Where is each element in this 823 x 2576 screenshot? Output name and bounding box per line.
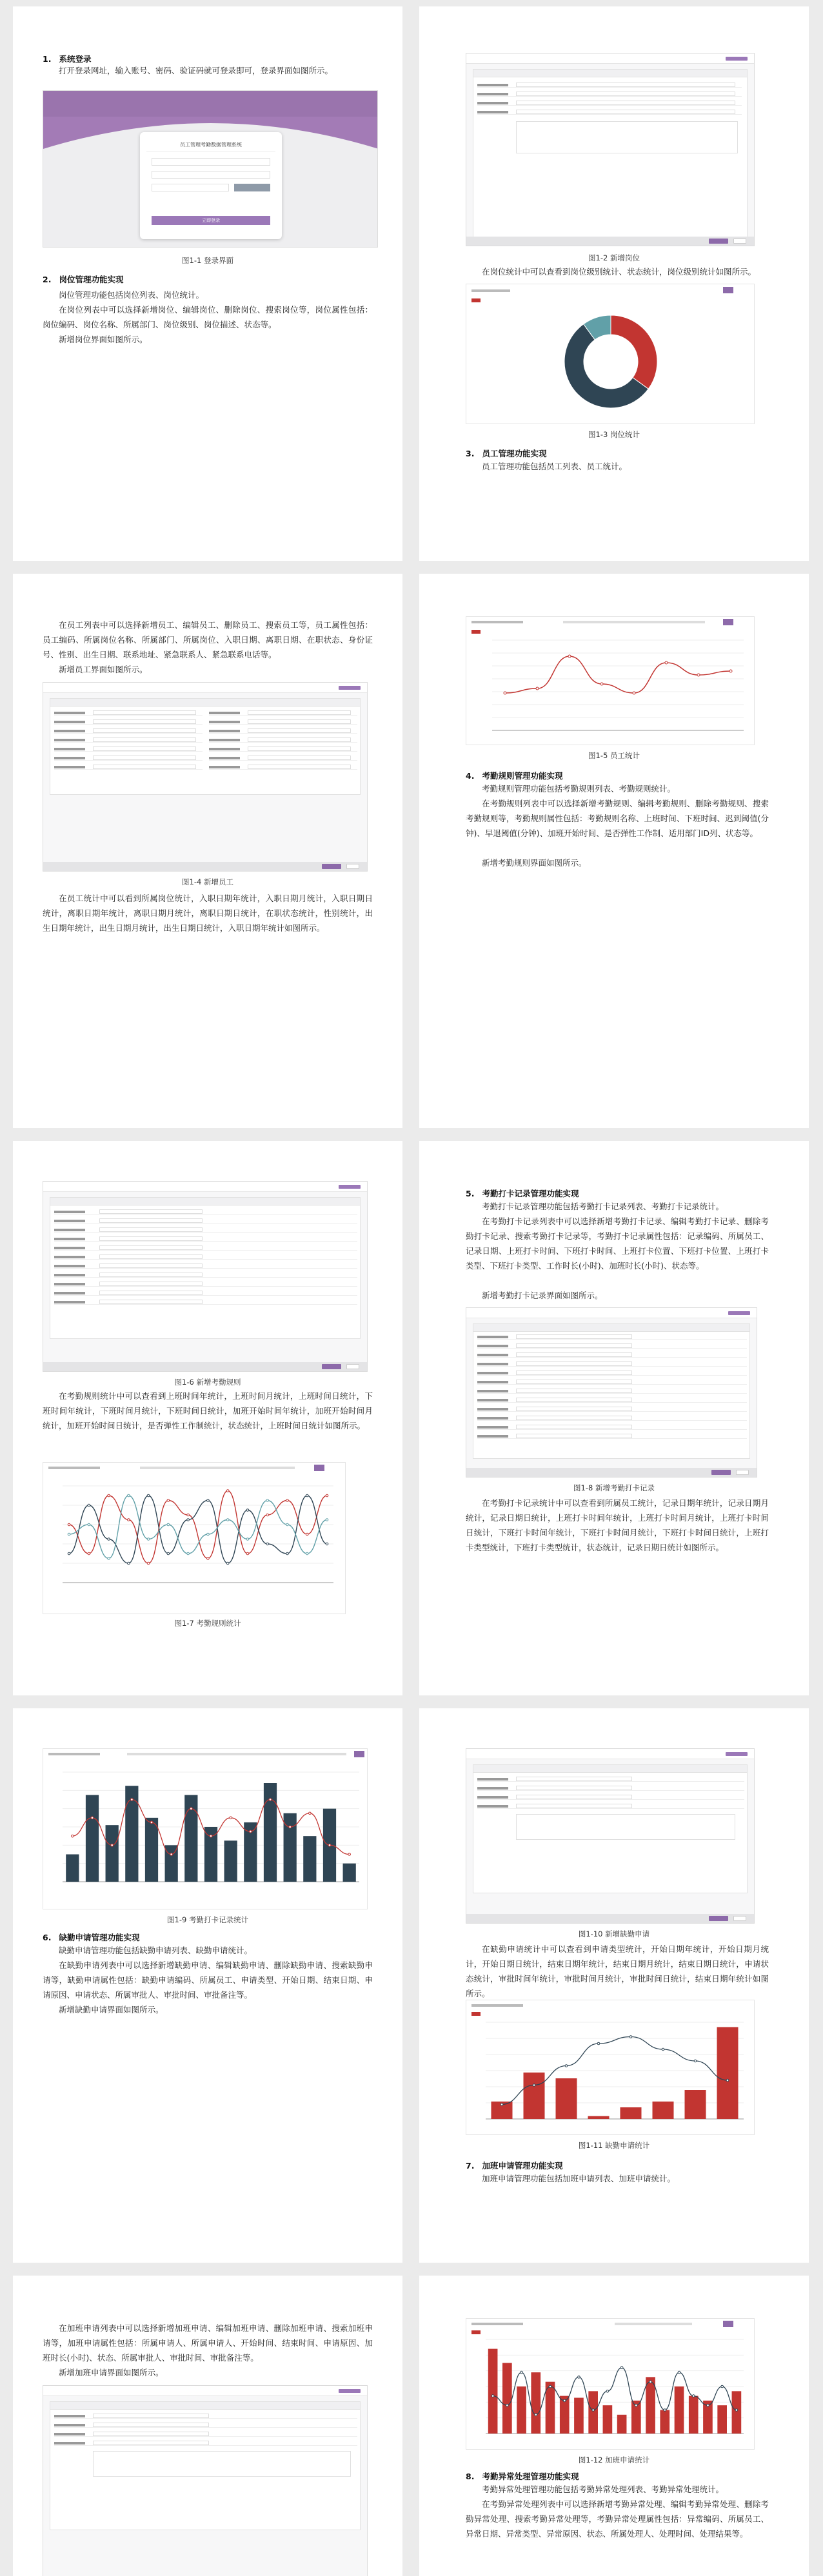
bar xyxy=(343,1864,356,1882)
captcha-input[interactable] xyxy=(152,184,229,191)
login-screenshot xyxy=(43,90,378,248)
data-point xyxy=(88,1504,90,1507)
data-point xyxy=(246,1538,249,1541)
bar xyxy=(603,2405,613,2434)
data-point xyxy=(549,2385,551,2388)
data-point xyxy=(210,1835,212,1837)
figure-caption: 图1-6 新增考勤规则 xyxy=(174,1378,241,1387)
reason-editor[interactable] xyxy=(516,1814,735,1840)
data-point xyxy=(266,1499,269,1502)
data-point xyxy=(207,1533,210,1536)
paragraph: 在加班申请列表中可以选择新增加班申请、编辑加班申请、删除加班申请、搜索加班申请等，加班申请属性包括：所属申请人、所属申请人、开始时间、结束时间、申请原因、加班时长(小时)、状态、所属审批人、审批时间、审批备注等。 xyxy=(43,2323,373,2363)
paragraph: 在缺勤申请统计中可以查看到申请类型统计，开始日期年统计，开始日期月统计，开始日期日统计，结束日期年统计，结束日期月统计，结束日期日统计，申请状态统计，审批时间年统计，审批时间月统计，审批时间日统计，结束日期年统计如图所示。 xyxy=(466,1944,769,1998)
data-point xyxy=(306,1552,308,1555)
add-attendance-rule-screenshot xyxy=(43,1181,368,1372)
data-point xyxy=(266,1543,269,1545)
data-point xyxy=(665,661,668,664)
data-point xyxy=(226,1562,229,1565)
data-point xyxy=(633,692,635,694)
bar xyxy=(620,2107,642,2119)
data-point xyxy=(635,2404,638,2406)
bar xyxy=(66,1855,79,1882)
attendance-rule-stats-chart xyxy=(43,1462,346,1614)
data-point xyxy=(535,2414,537,2416)
bar xyxy=(588,2116,610,2120)
section-heading-1: 1. 系统登录 xyxy=(43,54,92,64)
paragraph: 考勤规则管理功能包括考勤规则列表、考勤规则统计。 xyxy=(482,784,676,794)
paragraph: 新增加班申请界面如图所示。 xyxy=(59,2368,164,2377)
figure-caption: 图1-3 岗位统计 xyxy=(588,430,640,439)
data-point xyxy=(246,1552,249,1555)
data-point xyxy=(207,1499,210,1502)
figure-caption: 图1-4 新增员工 xyxy=(182,877,233,886)
data-point xyxy=(190,1808,193,1810)
bar xyxy=(264,1783,277,1882)
bar xyxy=(284,1813,297,1882)
figure-caption: 图1-5 员工统计 xyxy=(588,751,640,760)
data-point xyxy=(721,2385,724,2388)
data-point xyxy=(289,1826,292,1828)
section-heading-6: 6. 缺勤申请管理功能实现 xyxy=(43,1933,140,1942)
password-input[interactable] xyxy=(152,171,270,179)
paragraph: 员工管理功能包括员工列表、员工统计。 xyxy=(482,462,628,471)
bar xyxy=(689,2396,699,2434)
data-point xyxy=(533,2084,535,2087)
data-point xyxy=(326,1543,328,1545)
data-point xyxy=(108,1557,110,1560)
data-point xyxy=(68,1523,70,1526)
section-heading-7: 7. 加班申请管理功能实现 xyxy=(466,2161,563,2171)
document-page-9 xyxy=(13,2276,402,2576)
data-point xyxy=(504,692,506,694)
data-point xyxy=(286,1552,289,1555)
bar xyxy=(106,1825,119,1882)
paragraph: 在岗位列表中可以选择新增岗位、编辑岗位、删除岗位、搜索岗位等，岗位属性包括：岗位编码、岗位名称、所属部门、岗位级别、岗位描述、状态等。 xyxy=(43,305,373,329)
paragraph: 在员工统计中可以看到所属岗位统计，入职日期年统计，入职日期月统计，入职日期日统计，离职日期年统计，离职日期月统计，离职日期日统计，在职状态统计，性别统计，出生日期年统计，出生日期月统计，出生日期日统计，入职日期年统计如图所示。 xyxy=(43,893,373,933)
data-point xyxy=(328,1844,331,1847)
figure-caption: 图1-10 新增缺勤申请 xyxy=(578,1929,650,1938)
paragraph: 在考勤规则统计中可以查看到上班时间年统计，上班时间月统计，上班时间日统计，下班时间年统计，下班时间月统计，下班时间日统计，加班开始时间年统计，加班开始时间月统计，加班开始时间日统计，是否弹性工作制统计，状态统计，上班时间日统计如图所示。 xyxy=(43,1391,373,1430)
series-line xyxy=(69,1491,327,1564)
data-point xyxy=(735,2409,738,2412)
line-chart xyxy=(466,634,755,743)
data-point xyxy=(170,1853,173,1856)
figure-caption: 图1-1 登录界面 xyxy=(182,256,233,265)
data-point xyxy=(226,1490,229,1492)
employee-stats-chart xyxy=(466,616,755,745)
data-point xyxy=(565,2065,568,2067)
bar xyxy=(145,1818,158,1882)
data-point xyxy=(326,1494,328,1497)
data-point xyxy=(147,1538,150,1541)
data-point xyxy=(726,2079,729,2082)
series-line xyxy=(493,2368,737,2415)
document-page-1 xyxy=(13,6,402,561)
document-page-8 xyxy=(419,1708,809,2263)
data-point xyxy=(150,1821,153,1824)
data-point xyxy=(694,2060,697,2062)
data-point xyxy=(187,1552,190,1555)
data-point xyxy=(246,1509,249,1512)
data-point xyxy=(111,1844,114,1847)
paragraph: 新增员工界面如图所示。 xyxy=(59,665,148,674)
bar xyxy=(660,2410,669,2434)
document-page-7 xyxy=(13,1708,402,2263)
data-point xyxy=(326,1519,328,1521)
data-point xyxy=(108,1494,110,1497)
data-point xyxy=(72,1835,74,1837)
data-point xyxy=(309,1812,312,1815)
data-point xyxy=(664,2409,666,2412)
data-point xyxy=(729,670,732,672)
paragraph: 打开登录网址，输入账号、密码、验证码就可登录即可，登录界面如图所示。 xyxy=(59,66,333,75)
data-point xyxy=(147,1562,150,1565)
data-point xyxy=(128,1494,130,1497)
section-heading-2: 2. 岗位管理功能实现 xyxy=(43,275,124,284)
figure-caption: 图1-2 新增岗位 xyxy=(588,253,640,262)
data-point xyxy=(501,2103,503,2106)
data-point xyxy=(167,1552,170,1555)
data-point xyxy=(250,1830,252,1833)
data-point xyxy=(207,1557,210,1560)
bar-line-chart xyxy=(466,2016,755,2134)
search-button[interactable] xyxy=(723,619,733,625)
bar xyxy=(524,2073,545,2119)
paragraph: 新增岗位界面如图所示。 xyxy=(59,335,148,344)
overtime-stats-chart xyxy=(466,2318,755,2450)
data-point xyxy=(506,2404,509,2406)
data-point xyxy=(592,2409,595,2412)
bar xyxy=(303,1836,316,1882)
paragraph: 考勤异常处理管理功能包括考勤异常处理列表、考勤异常处理统计。 xyxy=(482,2484,724,2494)
bar xyxy=(86,1795,99,1882)
data-point xyxy=(620,2366,623,2369)
data-point xyxy=(68,1552,70,1555)
section-heading-3: 3. 员工管理功能实现 xyxy=(466,449,547,458)
figure-caption: 图1-7 考勤规则统计 xyxy=(174,1619,241,1628)
paragraph: 加班申请管理功能包括加班申请列表、加班申请统计。 xyxy=(482,2174,676,2183)
paragraph: 在员工列表中可以选择新增员工、编辑员工、删除员工、搜索员工等，员工属性包括：员工编码、所属岗位名称、所属部门、所属岗位、入职日期、离职日期、在职状态、身份证号、性别、出生日期、联系地址、紧急联系人、紧急联系电话等。 xyxy=(43,620,373,659)
add-clock-record-screenshot xyxy=(466,1307,757,1478)
data-point xyxy=(147,1494,150,1497)
paragraph: 在缺勤申请列表中可以选择新增缺勤申请、编辑缺勤申请、删除缺勤申请、搜索缺勤申请等，缺勤申请属性包括：缺勤申请编码、所属员工、申请类型、开始日期、结束日期、申请原因、申请状态、所属审批人、审批时间、审批备注等。 xyxy=(43,1960,373,2000)
paragraph: 缺勤申请管理功能包括缺勤申请列表、缺勤申请统计。 xyxy=(59,1946,253,1955)
data-point xyxy=(187,1519,190,1521)
search-button[interactable] xyxy=(354,1751,364,1757)
document-page-5 xyxy=(13,1141,402,1695)
data-point xyxy=(630,2036,632,2038)
clock-record-stats-chart xyxy=(43,1748,368,1909)
paragraph: 新增考勤打卡记录界面如图所示。 xyxy=(482,1291,603,1300)
data-point xyxy=(707,2404,709,2406)
search-button[interactable] xyxy=(723,287,733,293)
absence-stats-chart xyxy=(466,2000,755,2135)
login-card xyxy=(140,132,282,239)
data-point xyxy=(306,1494,308,1497)
bar-line-chart xyxy=(43,1762,368,1909)
data-point xyxy=(91,1817,94,1819)
bar xyxy=(556,2078,577,2119)
login-button[interactable]: 立即登录 xyxy=(152,216,270,225)
login-title: 员工管理考勤数据管理系统 xyxy=(180,142,242,148)
donut-chart xyxy=(466,295,755,424)
paragraph: 新增缺勤申请界面如图所示。 xyxy=(59,2005,164,2015)
data-point xyxy=(306,1533,308,1536)
data-point xyxy=(649,2381,652,2383)
paragraph: 考勤打卡记录管理功能包括考勤打卡记录列表、考勤打卡记录统计。 xyxy=(482,1202,724,1211)
add-position-screenshot xyxy=(466,53,755,246)
add-overtime-screenshot xyxy=(43,2385,368,2576)
document-page-6 xyxy=(419,1141,809,1695)
description-editor[interactable] xyxy=(516,121,738,153)
document-page-4 xyxy=(419,574,809,1128)
figure-caption: 图1-12 加班申请统计 xyxy=(578,2455,650,2464)
paragraph: 在考勤打卡记录列表中可以选择新增考勤打卡记录、编辑考勤打卡记录、删除考勤打卡记录、搜索考勤打卡记录等，考勤打卡记录属性包括：记录编码、所属员工、记录日期、上班打卡时间、下班打卡时间、上班打卡位置、下班打卡位置、上班打卡类型、下班打卡类型、工作时长(小时)、加班时长(小时)、状态等。 xyxy=(466,1216,769,1271)
paragraph: 在考勤规则列表中可以选择新增考勤规则、编辑考勤规则、删除考勤规则、搜索考勤规则等，考勤规则属性包括：考勤规则名称、上班时间、下班时间、迟到阈值(分钟)、早退阈值(分钟)、加班开始时间、是否弹性工作制、适用部门ID列、状态等。 xyxy=(466,799,769,838)
section-heading-4: 4. 考勤规则管理功能实现 xyxy=(466,771,563,781)
bar xyxy=(646,2377,655,2434)
data-point xyxy=(230,1817,232,1819)
data-point xyxy=(491,2395,494,2397)
data-point xyxy=(269,1799,272,1801)
bar xyxy=(517,2386,526,2434)
data-point xyxy=(187,1514,190,1516)
bar xyxy=(675,2386,684,2434)
bar xyxy=(574,2398,584,2434)
paragraph: 岗位管理功能包括岗位列表、岗位统计。 xyxy=(59,290,204,300)
data-point xyxy=(88,1552,90,1555)
data-point xyxy=(167,1523,170,1526)
bar xyxy=(717,2405,727,2434)
section-heading-5: 5. 考勤打卡记录管理功能实现 xyxy=(466,1189,579,1198)
figure-caption: 图1-11 缺勤申请统计 xyxy=(578,2141,650,2150)
document-page-2 xyxy=(419,6,809,561)
bar xyxy=(732,2391,742,2434)
data-point xyxy=(131,1799,134,1801)
data-point xyxy=(128,1562,130,1565)
data-point xyxy=(678,2371,680,2374)
bar-line-chart xyxy=(466,2334,755,2450)
captcha-image[interactable] xyxy=(234,184,270,191)
data-point xyxy=(606,2390,609,2393)
bar xyxy=(617,2415,627,2434)
data-point xyxy=(697,674,700,676)
paragraph: 新增考勤规则界面如图所示。 xyxy=(482,858,587,868)
data-point xyxy=(348,1853,351,1856)
data-point xyxy=(600,683,603,685)
multi-line-chart xyxy=(43,1477,346,1612)
reason-editor[interactable] xyxy=(93,2451,351,2477)
bar xyxy=(502,2363,512,2434)
bar xyxy=(224,1840,237,1882)
figure-caption: 图1-9 考勤打卡记录统计 xyxy=(167,1915,248,1924)
data-point xyxy=(266,1514,269,1516)
data-point xyxy=(597,2042,600,2045)
bar xyxy=(488,2349,498,2434)
section-heading-8: 8. 考勤异常处理管理功能实现 xyxy=(466,2472,579,2481)
data-point xyxy=(88,1523,90,1526)
document-page-3 xyxy=(13,574,402,1128)
paragraph: 在考勤打卡记录统计中可以查看到所属员工统计，记录日期年统计，记录日期月统计，记录日期日统计，上班打卡时间年统计，上班打卡时间月统计，上班打卡时间日统计，下班打卡时间年统计，下班打卡时间月统计，下班打卡时间日统计，上班打卡类型统计，下班打卡类型统计，状态统计，记录日期日统计如图所示。 xyxy=(466,1498,769,1552)
bar xyxy=(653,2102,674,2119)
paragraph: 在岗位统计中可以查看到岗位级别统计、状态统计，岗位级别统计如图所示。 xyxy=(482,267,757,277)
data-point xyxy=(108,1538,110,1541)
data-point xyxy=(568,655,571,658)
bar xyxy=(717,2027,739,2120)
search-button[interactable] xyxy=(314,1465,324,1471)
data-point xyxy=(167,1499,170,1502)
data-point xyxy=(226,1519,229,1521)
data-point xyxy=(662,2048,664,2051)
data-point xyxy=(578,2376,580,2379)
data-point xyxy=(692,2395,695,2397)
bar xyxy=(685,2090,706,2119)
data-point xyxy=(536,687,539,690)
position-stats-chart xyxy=(466,284,755,424)
paragraph: 在考勤异常处理列表中可以选择新增考勤异常处理、编辑考勤异常处理、删除考勤异常处理、搜索考勤异常处理等，考勤异常处理属性包括：异常编码、所属员工、异常日期、异常类型、异常原因、状态、所属处理人、处理时间、处理结果等。 xyxy=(466,2499,769,2539)
data-point xyxy=(286,1523,289,1526)
pie-slice xyxy=(611,315,657,389)
search-button[interactable] xyxy=(723,2321,733,2327)
data-point xyxy=(563,2399,566,2402)
figure-caption: 图1-8 新增考勤打卡记录 xyxy=(573,1483,655,1492)
series-line xyxy=(505,656,731,693)
document-page-10 xyxy=(419,2276,809,2576)
add-absence-screenshot xyxy=(466,1748,755,1924)
data-point xyxy=(286,1499,289,1502)
data-point xyxy=(68,1533,70,1536)
bar xyxy=(531,2372,540,2434)
bar xyxy=(588,2391,598,2434)
username-input[interactable] xyxy=(152,158,270,166)
add-employee-screenshot xyxy=(43,682,368,872)
data-point xyxy=(521,2371,523,2374)
data-point xyxy=(128,1519,130,1521)
